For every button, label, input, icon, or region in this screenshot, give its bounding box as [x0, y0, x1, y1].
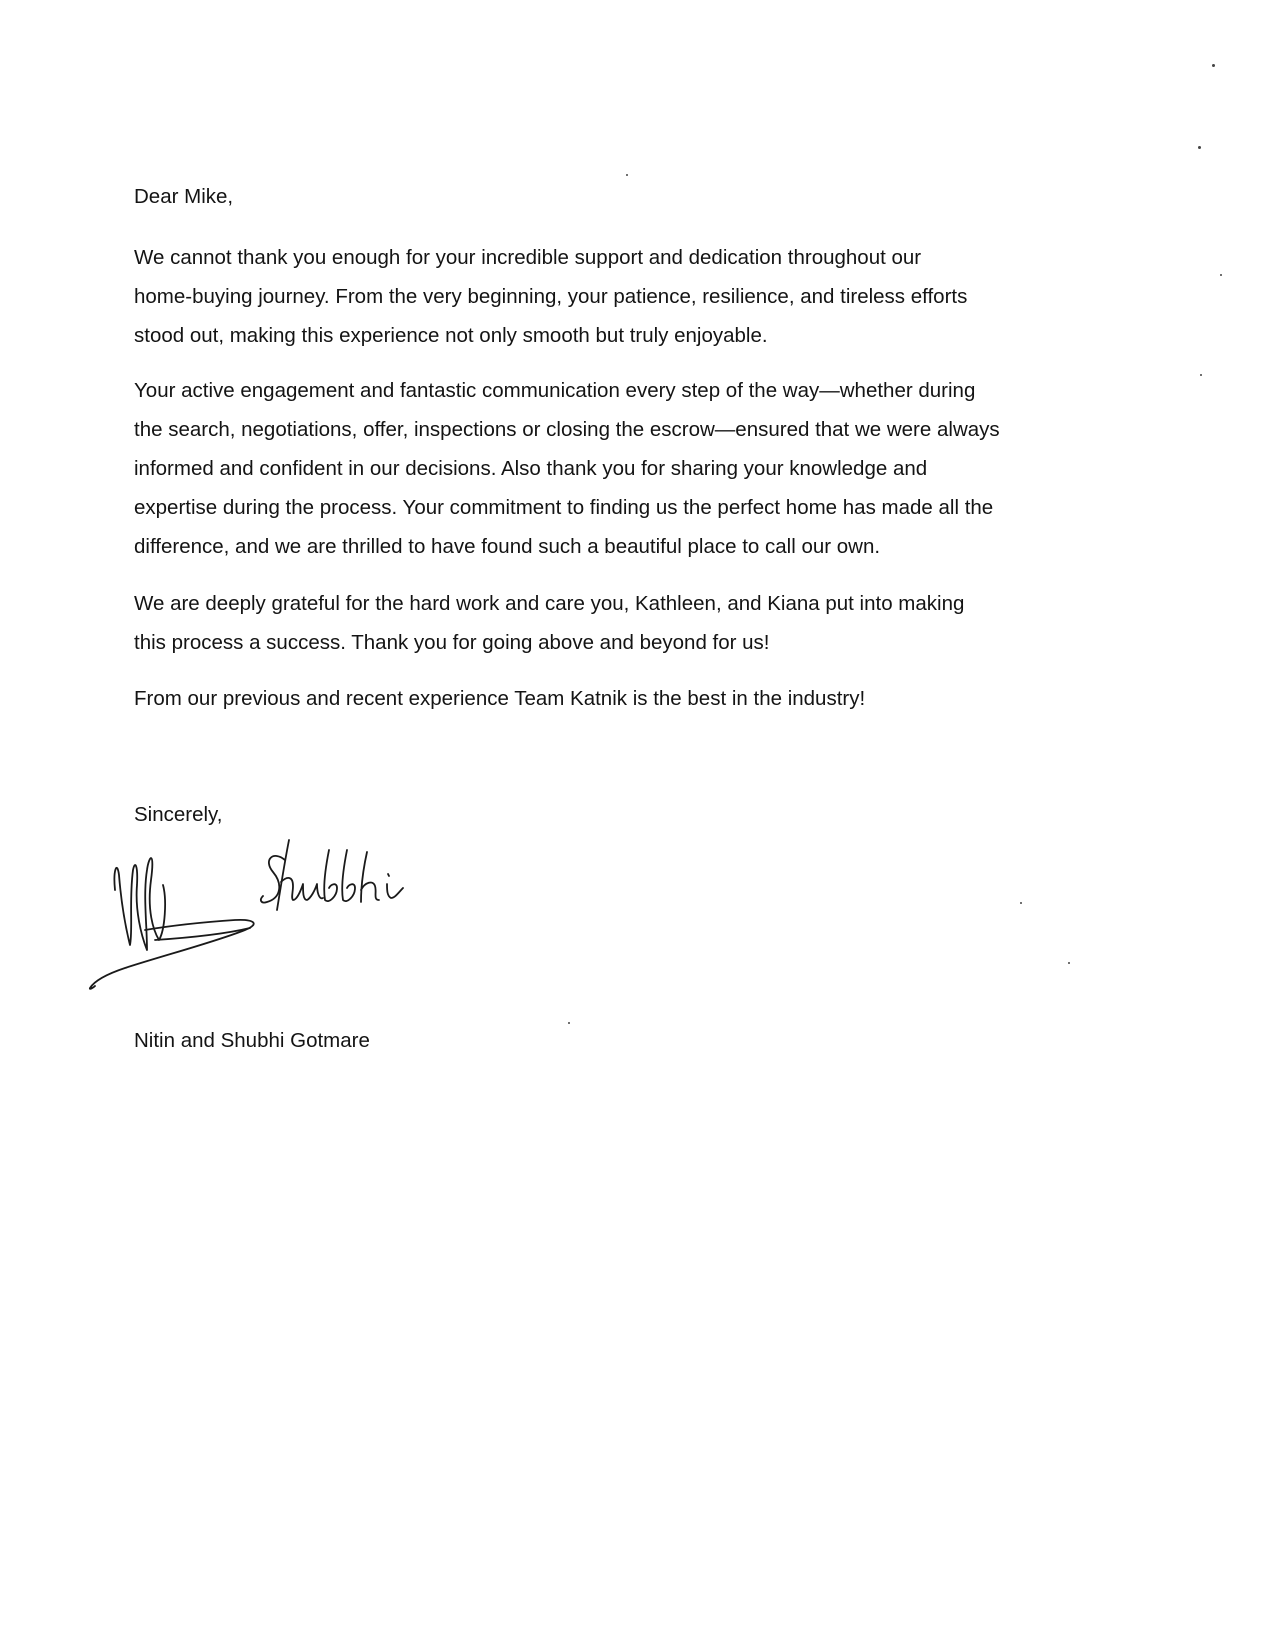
scan-speck: [1220, 274, 1222, 276]
scan-speck: [568, 1022, 570, 1024]
paragraph-2: [134, 371, 1000, 566]
paragraph-line: home-buying journey. From the very beginning, your patience, resilience, and tireless efforts: [134, 285, 968, 308]
signatories: Nitin and Shubhi Gotmare: [134, 1029, 370, 1052]
paragraph-line: expertise during the process. Your commitment to finding us the perfect home has made all the: [134, 496, 994, 519]
scan-speck: [1200, 374, 1202, 376]
scan-speck: [1068, 962, 1070, 964]
paragraph-line: Your active engagement and fantastic communication every step of the way—whether during: [134, 379, 976, 402]
closing: Sincerely,: [134, 803, 223, 826]
paragraph-line: this process a success. Thank you for going above and beyond for us!: [134, 631, 770, 654]
salutation: Dear Mike,: [134, 185, 234, 208]
scan-speck: [626, 174, 628, 176]
paragraph-1: [134, 238, 967, 355]
paragraph-4: [134, 679, 865, 718]
paragraph-line: We are deeply grateful for the hard work and care you, Kathleen, and Kiana put into making: [134, 592, 965, 615]
paragraph-line: the search, negotiations, offer, inspections or closing the escrow—ensured that we were always: [134, 418, 1000, 441]
paragraph-line: stood out, making this experience not only smooth but truly enjoyable.: [134, 324, 768, 347]
paragraph-line: informed and confident in our decisions. Also thank you for sharing your knowledge and: [134, 457, 928, 480]
paragraph-line: difference, and we are thrilled to have found such a beautiful place to call our own.: [134, 535, 881, 558]
paragraph-line: From our previous and recent experience Team Katnik is the best in the industry!: [134, 687, 866, 710]
scan-speck: [1212, 64, 1215, 67]
paragraph-3: [134, 584, 964, 662]
handwritten-signature: [85, 830, 435, 1000]
paragraph-line: We cannot thank you enough for your incredible support and dedication throughout our: [134, 246, 922, 269]
scan-speck: [1020, 902, 1022, 904]
scan-speck: [1198, 146, 1201, 149]
